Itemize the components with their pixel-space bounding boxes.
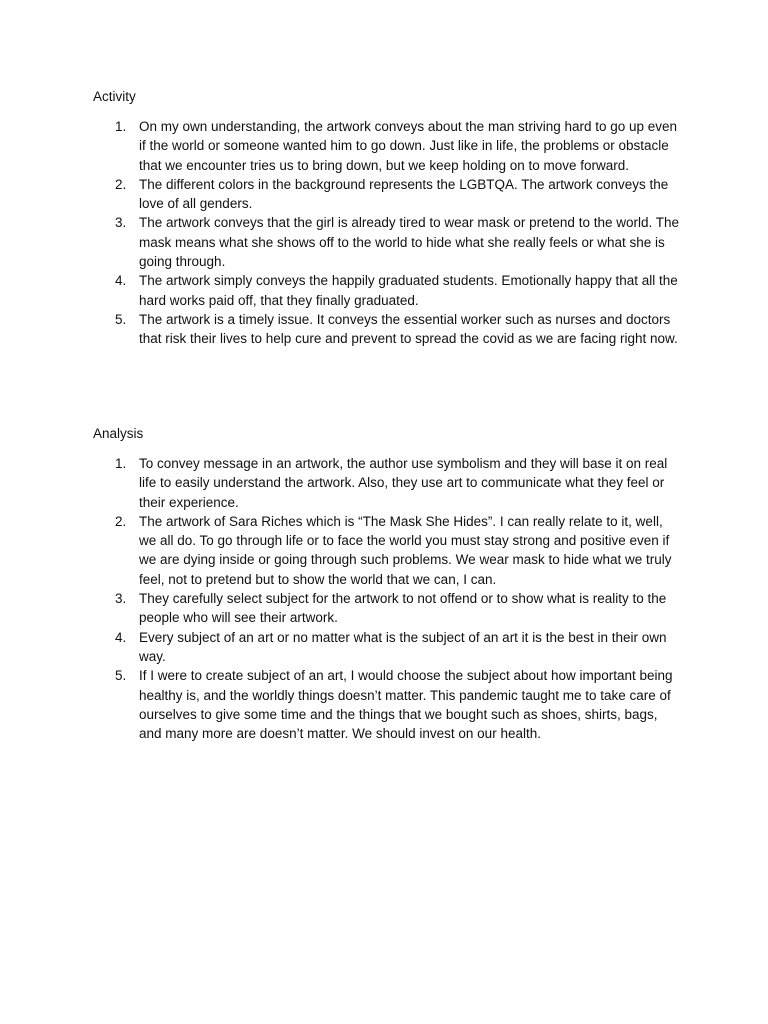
list-item-number: 4. — [115, 273, 127, 289]
list-item-number: 1. — [115, 119, 127, 134]
list-item-number: 4. — [115, 629, 127, 645]
list-item — [115, 213, 679, 271]
list-item-text: The artwork is a timely issue. It conveys the essential worker such as nurses and doctors that risk their lives to help cure and prevent to spread the covid as we are facing right now. — [139, 311, 678, 347]
list-item — [115, 117, 679, 175]
list-item-number: 2. — [115, 176, 127, 192]
list-item — [115, 454, 679, 512]
list-item-text: If I were to create subject of an art, I would choose the subject about how important being healthy is, and the worldly things doesn’t matter. This pandemic taught me to take care of ourselves to give some time and the things that we bought such as shoes, shirts, bags, and many more are doesn’t matter. We should invest on our health. — [139, 668, 673, 742]
activity-list — [115, 117, 679, 349]
analysis-list — [115, 454, 679, 743]
list-item — [115, 512, 679, 589]
list-item-number: 1. — [115, 456, 127, 471]
list-item — [115, 310, 679, 349]
activity-heading: Activity — [93, 89, 136, 104]
list-item-text: Every subject of an art or no matter what is the subject of an art it is the best in their own way. — [139, 629, 667, 664]
list-item-number: 2. — [115, 513, 127, 529]
list-item-number: 5. — [115, 668, 127, 684]
list-item — [115, 589, 679, 628]
list-item-text: They carefully select subject for the artwork to not offend or to show what is reality to the people who will see their artwork. — [139, 591, 667, 626]
list-item — [115, 666, 679, 743]
list-item — [115, 175, 679, 214]
list-item-text: The artwork of Sara Riches which is “The Mask She Hides”. I can really relate to it, well, we all do. To go through life or to face the world you must stay strong and positive even if we are dying inside or going through such problems. We wear mask to hide what we truly feel, not to pretend but to show the world that we can, I can. — [139, 513, 672, 587]
list-item-number: 3. — [115, 215, 127, 231]
list-item-text: On my own understanding, the artwork conveys about the man striving hard to go up even if the world or someone wanted him to go down. Just like in life, the problems or obstacle that we encounter tries us to bring down, but we keep holding on to move forward. — [139, 119, 678, 173]
list-item — [115, 271, 679, 310]
list-item-text: To convey message in an artwork, the author use symbolism and they will base it on real life to easily understand the artwork. Also, they use art to communicate what they feel or their experience. — [139, 456, 668, 510]
list-item-text: The different colors in the background represents the LGBTQA. The artwork conveys the love of all genders. — [139, 176, 669, 212]
list-item-text: The artwork conveys that the girl is already tired to wear mask or pretend to the world. The mask means what she shows off to the world to hide what she really feels or what she is going through. — [139, 215, 679, 270]
analysis-heading: Analysis — [93, 426, 144, 441]
list-item-number: 3. — [115, 591, 127, 607]
list-item-number: 5. — [115, 311, 127, 327]
list-item — [115, 628, 679, 667]
list-item-text: The artwork simply conveys the happily graduated students. Emotionally happy that all the hard works paid off, that they finally graduated. — [139, 273, 678, 308]
